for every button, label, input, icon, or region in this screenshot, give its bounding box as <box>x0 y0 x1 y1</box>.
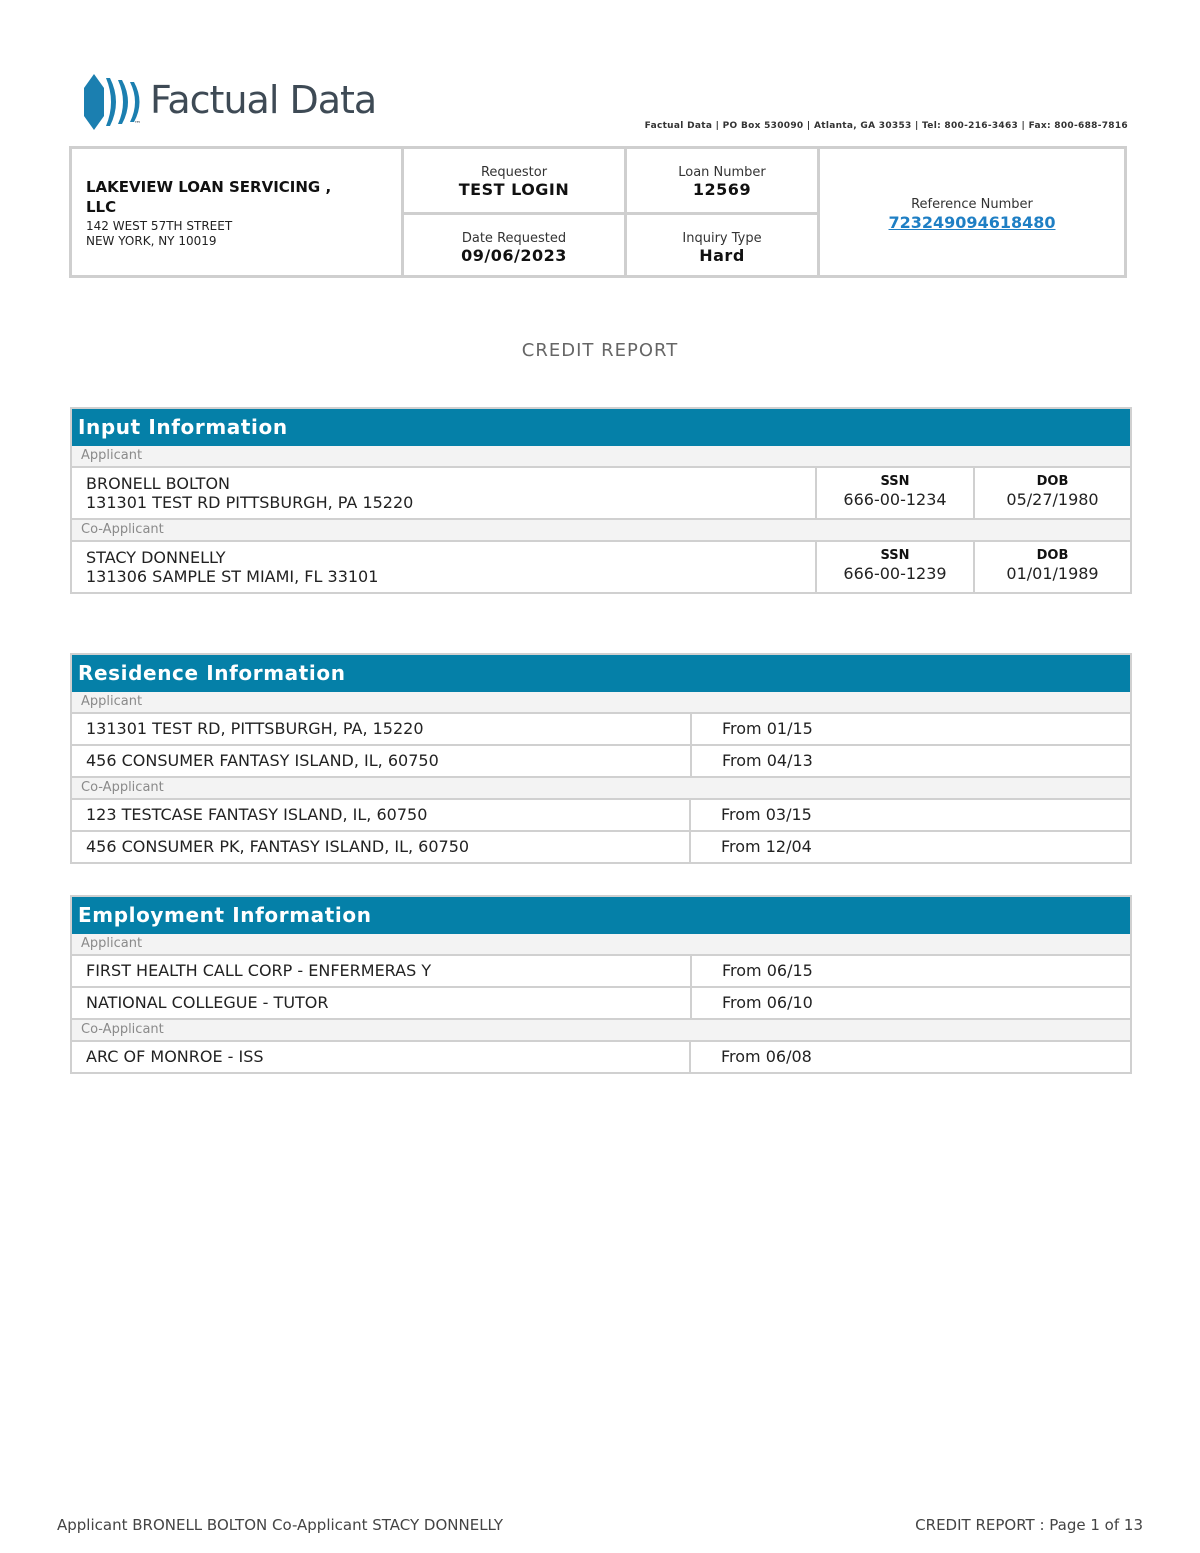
employment-from: From 06/08 <box>689 1042 1130 1072</box>
employment-information-title: Employment Information <box>72 897 1130 934</box>
input-information-section <box>70 407 1132 594</box>
applicant-row <box>72 468 1130 520</box>
inquiry-type-label: Inquiry Type <box>682 231 762 246</box>
employment-information-section <box>70 895 1132 1074</box>
date-requested-cell <box>404 231 624 265</box>
coapplicant-dob-label: DOB <box>1036 548 1069 563</box>
coapplicant-row <box>72 542 1130 592</box>
employer-name: FIRST HEALTH CALL CORP - ENFERMERAS Y <box>86 961 432 980</box>
table-row <box>72 800 1130 832</box>
coapplicant-dob: 01/01/1989 <box>1006 564 1099 583</box>
loan-number-cell <box>627 165 817 199</box>
applicant-ssn-label: SSN <box>880 474 910 489</box>
coapplicant-name: STACY DONNELLY <box>86 548 226 567</box>
residence-from: From 01/15 <box>690 714 1130 744</box>
residence-information-section <box>70 653 1132 864</box>
residence-coapplicant-subheader: Co-Applicant <box>72 778 1130 800</box>
company-address-line1: 142 WEST 57TH STREET <box>86 219 233 233</box>
employment-coapplicant-subheader: Co-Applicant <box>72 1020 1130 1042</box>
applicant-dob: 05/27/1980 <box>1006 490 1099 509</box>
table-row <box>72 956 1130 988</box>
coapplicant-address: 131306 SAMPLE ST MIAMI, FL 33101 <box>86 567 379 586</box>
loan-number-label: Loan Number <box>678 165 766 180</box>
residence-address: 456 CONSUMER PK, FANTASY ISLAND, IL, 60750 <box>86 837 470 856</box>
residence-from: From 04/13 <box>690 746 1130 776</box>
applicant-subheader: Applicant <box>72 446 1130 468</box>
residence-applicant-subheader: Applicant <box>72 692 1130 714</box>
residence-from: From 12/04 <box>689 832 1130 862</box>
employment-from: From 06/15 <box>690 956 1130 986</box>
factual-data-logo <box>84 72 404 132</box>
loan-number-value: 12569 <box>692 180 752 199</box>
date-requested-label: Date Requested <box>461 231 567 246</box>
footer-applicants: Applicant BRONELL BOLTON Co-Applicant STACY DONNELLY <box>57 1516 504 1534</box>
company-name-line1: LAKEVIEW LOAN SERVICING , <box>86 178 332 196</box>
requestor-cell <box>404 165 624 199</box>
applicant-dob-label: DOB <box>1036 474 1069 489</box>
header-box <box>69 146 1127 278</box>
applicant-ssn: 666-00-1234 <box>843 490 947 509</box>
applicant-name: BRONELL BOLTON <box>86 474 231 493</box>
coapplicant-ssn: 666-00-1239 <box>843 564 947 583</box>
reference-number-link[interactable]: 723249094618480 <box>888 213 1056 232</box>
employment-applicant-subheader: Applicant <box>72 934 1130 956</box>
date-requested-value: 09/06/2023 <box>461 246 567 265</box>
company-name-line2: LLC <box>86 198 117 216</box>
logo-trademark: ™ <box>134 120 141 128</box>
inquiry-type-cell <box>627 231 817 265</box>
employment-from: From 06/10 <box>690 988 1130 1018</box>
residence-address: 123 TESTCASE FANTASY ISLAND, IL, 60750 <box>86 805 428 824</box>
residence-address: 456 CONSUMER FANTASY ISLAND, IL, 60750 <box>86 751 439 770</box>
report-title: CREDIT REPORT <box>521 340 679 361</box>
residence-from: From 03/15 <box>689 800 1130 830</box>
coapplicant-subheader: Co-Applicant <box>72 520 1130 542</box>
input-information-title: Input Information <box>72 409 1130 446</box>
employer-name: NATIONAL COLLEGUE - TUTOR <box>86 993 329 1012</box>
table-row <box>72 746 1130 778</box>
table-row <box>72 714 1130 746</box>
table-row <box>72 1042 1130 1072</box>
logo-text: Factual Data <box>150 78 377 122</box>
employer-name: ARC OF MONROE - ISS <box>86 1047 264 1066</box>
contact-line: Factual Data | PO Box 530090 | Atlanta, GA 30353 | Tel: 800-216-3463 | Fax: 800-688-7816 <box>644 121 1128 131</box>
applicant-address: 131301 TEST RD PITTSBURGH, PA 15220 <box>86 493 414 512</box>
table-row <box>72 988 1130 1020</box>
reference-number-cell <box>820 197 1124 233</box>
coapplicant-ssn-label: SSN <box>880 548 910 563</box>
company-address-line2: NEW YORK, NY 10019 <box>86 234 217 248</box>
requestor-label: Requestor <box>480 165 548 180</box>
reference-number-label: Reference Number <box>911 197 1033 212</box>
requestor-value: TEST LOGIN <box>458 180 570 199</box>
footer-page-number: CREDIT REPORT : Page 1 of 13 <box>915 1516 1143 1534</box>
residence-address: 131301 TEST RD, PITTSBURGH, PA, 15220 <box>86 719 424 738</box>
company-block <box>86 177 386 249</box>
residence-information-title: Residence Information <box>72 655 1130 692</box>
table-row <box>72 832 1130 862</box>
inquiry-type-value: Hard <box>699 246 745 265</box>
